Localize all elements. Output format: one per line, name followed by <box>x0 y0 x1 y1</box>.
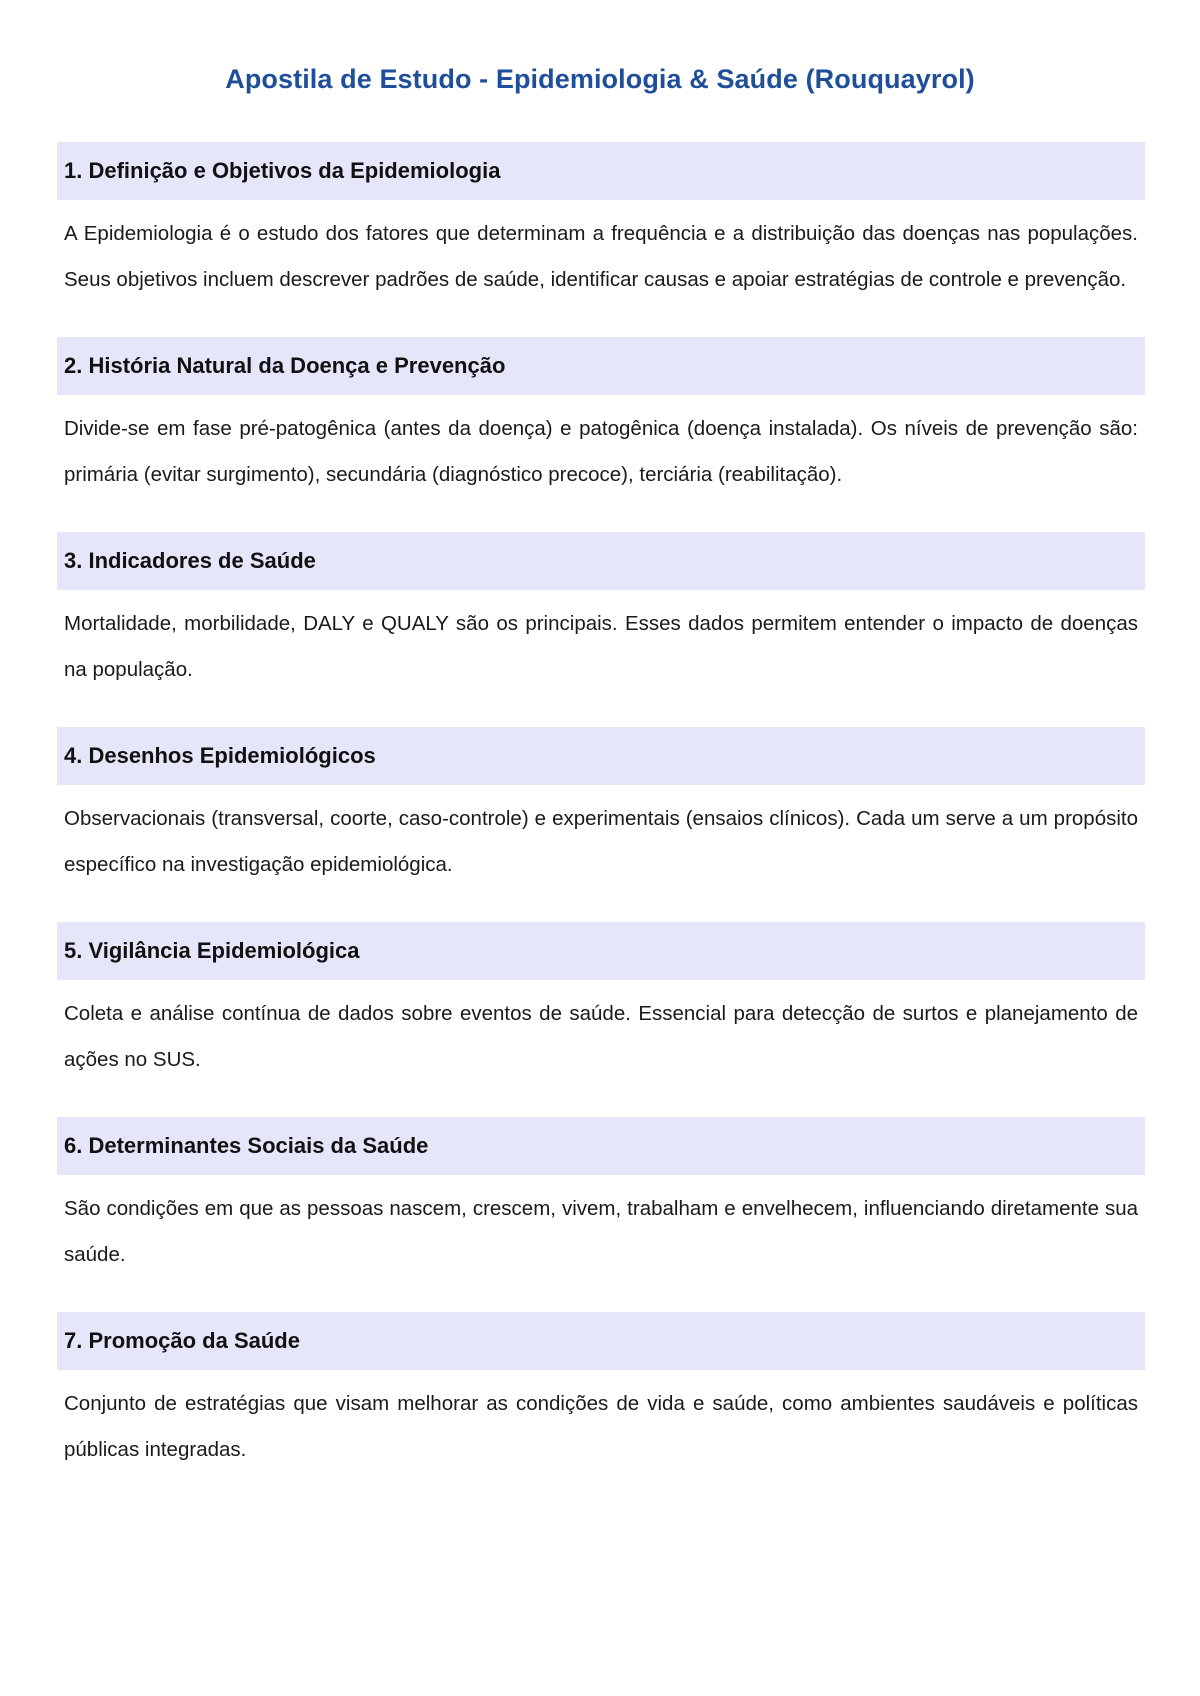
section-heading: 5. Vigilância Epidemiológica <box>57 922 1145 980</box>
section-body: Coleta e análise contínua de dados sobre eventos de saúde. Essencial para detecção de surtos e planejamento de ações no SUS. <box>64 1002 1138 1071</box>
section-body: Observacionais (transversal, coorte, caso-controle) e experimentais (ensaios clínicos). Cada um serve a um propósito específico na investigação epidemiológica. <box>64 807 1138 876</box>
section-determinantes <box>57 1117 1145 1278</box>
section-heading: 7. Promoção da Saúde <box>57 1312 1145 1370</box>
section-heading: 3. Indicadores de Saúde <box>57 532 1145 590</box>
section-body: São condições em que as pessoas nascem, crescem, vivem, trabalham e envelhecem, influenciando diretamente sua saúde. <box>64 1197 1138 1266</box>
section-indicadores <box>57 532 1145 693</box>
section-definicao <box>57 142 1145 303</box>
section-vigilancia <box>57 922 1145 1083</box>
section-body: Mortalidade, morbilidade, DALY e QUALY são os principais. Esses dados permitem entender o impacto de doenças na população. <box>64 612 1138 681</box>
section-desenhos <box>57 727 1145 888</box>
sections-list <box>57 142 1145 1507</box>
section-body: A Epidemiologia é o estudo dos fatores que determinam a frequência e a distribuição das doenças nas populações. Seus objetivos incluem descrever padrões de saúde, identificar causas e apoiar estratégias de controle e prevenção. <box>64 222 1138 291</box>
section-heading: 6. Determinantes Sociais da Saúde <box>57 1117 1145 1175</box>
section-promocao <box>57 1312 1145 1473</box>
section-heading: 4. Desenhos Epidemiológicos <box>57 727 1145 785</box>
section-heading: 2. História Natural da Doença e Prevenção <box>57 337 1145 395</box>
section-historia-natural <box>57 337 1145 498</box>
section-heading: 1. Definição e Objetivos da Epidemiologia <box>57 142 1145 200</box>
document-title: Apostila de Estudo - Epidemiologia & Saúde (Rouquayrol) <box>225 64 975 94</box>
section-body: Divide-se em fase pré-patogênica (antes da doença) e patogênica (doença instalada). Os níveis de prevenção são: primária (evitar surgimento), secundária (diagnóstico precoce), terciária (reabilitação). <box>64 417 1138 486</box>
section-body: Conjunto de estratégias que visam melhorar as condições de vida e saúde, como ambientes saudáveis e políticas públicas integradas. <box>64 1392 1138 1461</box>
